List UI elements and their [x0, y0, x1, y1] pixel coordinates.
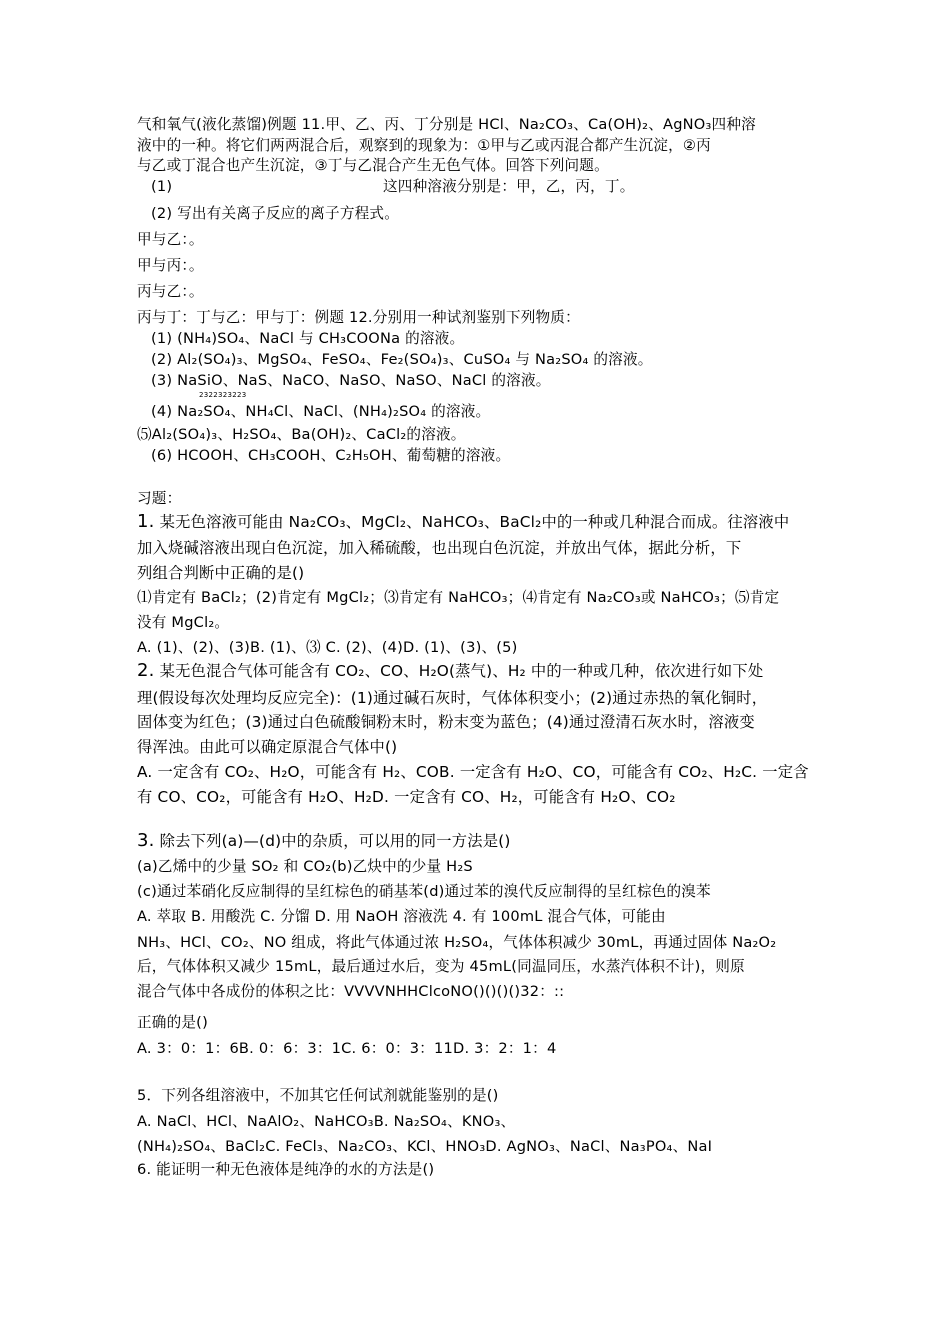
question-6: 6. 能证明一种无色液体是纯净的水的方法是()	[137, 1161, 435, 1178]
answer-options: A. NaCl、HCl、NaAlO₂、NaHCO₃B. Na₂SO₄、KNO₃、	[137, 1113, 516, 1130]
question-text: 某无色混合气体可能含有 CO₂、CO、H₂O(蒸气)、H₂ 中的一种或几种，依次进行如下处	[154, 662, 764, 680]
question-text: 除去下列(a)—(d)中的杂质，可以用的同一方法是()	[154, 832, 511, 850]
text-line: 列组合判断中正确的是()	[137, 564, 305, 582]
text-line: 加入烧碱溶液出现白色沉淀，加入稀硫酸，也出现白色沉淀，并放出气体，据此分析，下	[137, 539, 742, 557]
text-line: (a)乙烯中的少量 SO₂ 和 CO₂(b)乙炔中的少量 H₂S	[137, 858, 473, 875]
text-line: (c)通过苯硝化反应制得的呈红棕色的硝基苯(d)通过苯的溴代反应制得的呈红棕色的溴苯	[137, 883, 711, 900]
question-number: 1.	[137, 511, 155, 532]
question-number: 2.	[137, 660, 155, 681]
text-line: 液中的一种。将它们两两混合后，观察到的现象为：①甲与乙或丙混合都产生沉淀，②丙	[137, 137, 711, 154]
subscript-digits: 2322323223	[199, 391, 247, 399]
text-line: 丙与乙：。	[137, 283, 204, 300]
text-line: 正确的是()	[137, 1014, 208, 1031]
text-line: ⑸Al₂(SO₄)₃、H₂SO₄、Ba(OH)₂、CaCl₂的溶液。	[137, 426, 466, 443]
text-line: A. 萃取 B. 用酸洗 C. 分馏 D. 用 NaOH 溶液洗 4. 有 100mL 混合气体，可能由	[137, 908, 666, 925]
text-line: (2) Al₂(SO₄)₃、MgSO₄、FeSO₄、Fe₂(SO₄)₃、CuSO₄ 与 Na₂SO₄ 的溶液。	[151, 351, 653, 368]
text-line: 没有 MgCl₂。	[137, 614, 230, 631]
text-line: (1)	[151, 178, 173, 195]
text-line: (4) Na₂SO₄、NH₄Cl、NaCl、(NH₄)₂SO₄ 的溶液。	[151, 403, 491, 420]
answer-options: A. 一定含有 CO₂、H₂O，可能含有 H₂、COB. 一定含有 H₂O、CO，可能含有 CO₂、H₂C. 一定含	[137, 763, 809, 781]
text-line: 固体变为红色；(3)通过白色硫酸铜粉末时，粉末变为蓝色；(4)通过澄清石灰水时，溶液变	[137, 713, 755, 731]
question-number: 3.	[137, 830, 155, 851]
text-line: 甲与丙：。	[137, 257, 204, 274]
text-line: (6) HCOOH、CH₃COOH、C₂H₅OH、葡萄糖的溶液。	[151, 447, 511, 464]
text-line: 与乙或丁混合也产生沉淀，③丁与乙混合产生无色气体。回答下列问题。	[137, 157, 609, 174]
text-line: ⑴肯定有 BaCl₂；(2)肯定有 MgCl₂；⑶肯定有 NaHCO₃；⑷肯定有 Na₂CO₃或 NaHCO₃；⑸肯定	[137, 589, 780, 606]
answer-options: A. (1)、(2)、(3)B. (1)、⑶ C. (2)、(4)D. (1)、(3)、(5)	[137, 639, 518, 656]
text-line: 后，气体体积又减少 15mL，最后通过水后，变为 45mL(同温同压，水蒸汽体积不计)，则原	[137, 958, 745, 975]
text-line: 混合气体中各成份的体积之比：VVVVNHHClcoNO()()()()32：::	[137, 983, 565, 1000]
answer-options: (NH₄)₂SO₄、BaCl₂C. FeCl₃、Na₂CO₃、KCl、HNO₃D. AgNO₃、NaCl、Na₃PO₄、NaI	[137, 1138, 713, 1155]
text-line: 气和氧气(液化蒸馏)例题 11.甲、乙、丙、丁分别是 HCl、Na₂CO₃、Ca(OH)₂、AgNO₃四种溶	[137, 116, 756, 133]
answer-options: 有 CO、CO₂，可能含有 H₂O、H₂D. 一定含有 CO、H₂，可能含有 H₂O、CO₂	[137, 788, 676, 806]
text-line: 丙与丁：丁与乙：甲与丁：例题 12.分别用一种试剂鉴别下列物质：	[137, 309, 580, 326]
text-line: 理(假设每次处理均反应完全)：(1)通过碱石灰时，气体体积变小；(2)通过赤热的氧化铜时，	[137, 689, 768, 707]
text-line: NH₃、HCl、CO₂、NO 组成，将此气体通过浓 H₂SO₄，气体体积减少 30mL，再通过固体 Na₂O₂	[137, 934, 777, 951]
text-line: 得浑浊。由此可以确定原混合气体中()	[137, 738, 398, 756]
question-text: 某无色溶液可能由 Na₂CO₃、MgCl₂、NaHCO₃、BaCl₂中的一种或几种混合而成。往溶液中	[154, 513, 790, 531]
question-1	[137, 512, 789, 532]
section-heading: 习题：	[137, 490, 182, 507]
text-line: (3) NaSiO、NaS、NaCO、NaSO、NaSO、NaCl 的溶液。	[151, 372, 551, 389]
answer-options: A. 3：0：1：6B. 0：6：3：1C. 6：0：3：11D. 3：2：1：4	[137, 1040, 557, 1057]
text-line: (1) (NH₄)SO₄、NaCl 与 CH₃COONa 的溶液。	[151, 330, 465, 347]
text-line: 甲与乙：。	[137, 231, 204, 248]
question-5: 5．下列各组溶液中，不加其它任何试剂就能鉴别的是()	[137, 1087, 499, 1104]
question-2	[137, 661, 763, 681]
text-line: 这四种溶液分别是：甲，乙，丙，丁。	[383, 178, 635, 195]
text-line: (2) 写出有关离子反应的离子方程式。	[151, 205, 400, 222]
question-3	[137, 831, 511, 851]
